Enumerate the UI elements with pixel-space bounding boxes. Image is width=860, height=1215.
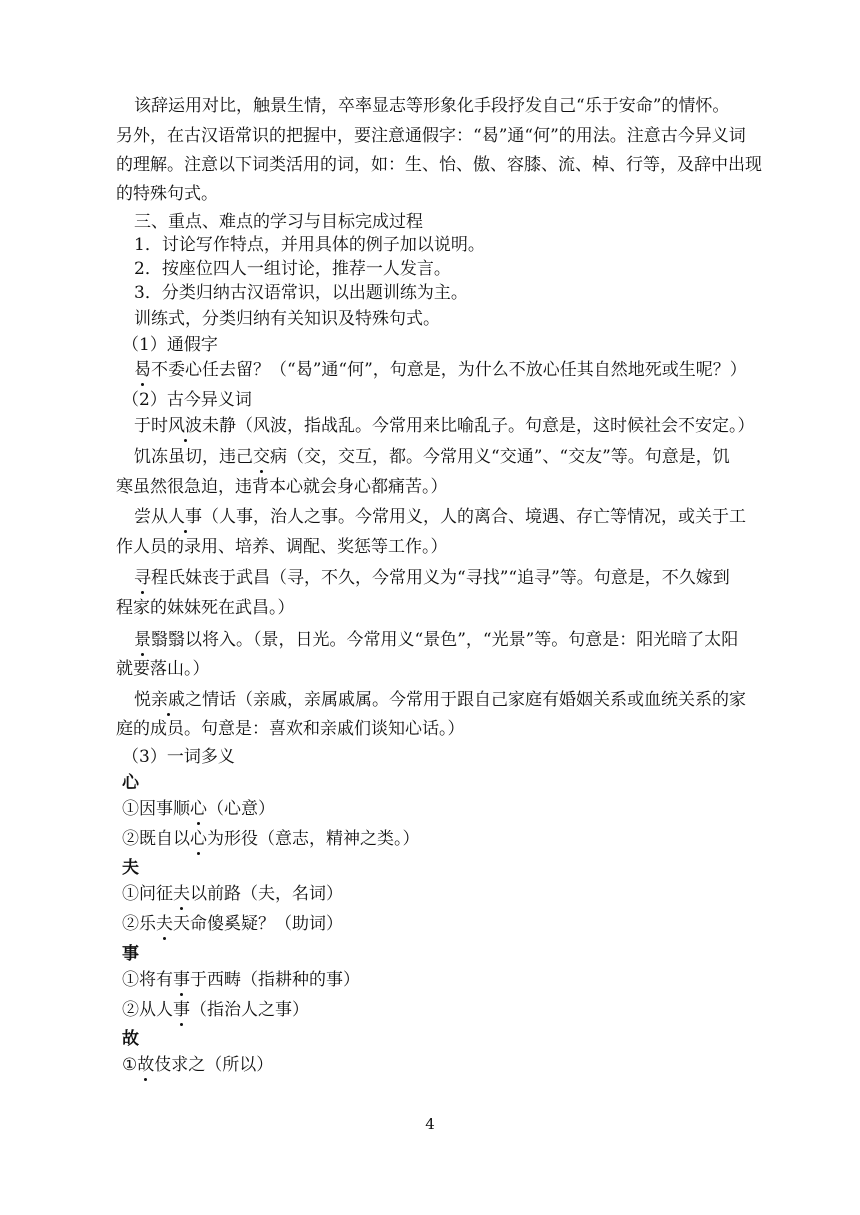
subsection-heading: （2）古今异义词 bbox=[122, 390, 252, 410]
emphasized-char: 寻 bbox=[134, 568, 151, 588]
emphasized-char: 景 bbox=[134, 630, 151, 650]
emphasized-char: 事 bbox=[173, 970, 190, 990]
paragraph-line: 训练式，分类归纳有关知识及特殊句式。 bbox=[134, 309, 440, 329]
paragraph-line: 另外，在古汉语常识的把握中，要注意通假字：“曷”通“何”的用法。注意古今异义词 bbox=[116, 126, 746, 146]
emphasized-char: 夫 bbox=[156, 914, 173, 934]
example-line: 尝从人事（人事，治人之事。今常用义，人的离合、境遇、存亡等情况，或关于工 bbox=[134, 507, 746, 527]
section-heading: 三、重点、难点的学习与目标完成过程 bbox=[134, 212, 423, 232]
example-line: 曷不委心任去留？（“曷”通“何”，句意是，为什么不放心任其自然地死或生呢？） bbox=[134, 360, 747, 380]
example-line: 悦亲戚之情话（亲戚，亲属戚属。今常用于跟自己家庭有婚姻关系或血统关系的家 bbox=[134, 690, 746, 710]
word-heading: 心 bbox=[122, 773, 139, 793]
paragraph-line: 该辞运用对比，触景生情，卒率显志等形象化手段抒发自己“乐于安命”的情怀。 bbox=[134, 96, 730, 116]
subsection-heading: （1）通假字 bbox=[122, 335, 218, 355]
sense-line: ②乐夫天命傻奚疑？（助词） bbox=[122, 914, 343, 934]
sense-line: ①故伎求之（所以） bbox=[122, 1055, 274, 1075]
sense-line: ①因事顺心（心意） bbox=[122, 799, 275, 819]
list-item: 1．讨论写作特点，并用具体的例子加以说明。 bbox=[134, 235, 485, 255]
emphasized-char: 事 bbox=[173, 1000, 190, 1020]
example-line: 饥冻虽切，违己交病（交，交互，都。今常用义“交通”、“交友”等。句意是，饥 bbox=[134, 447, 730, 467]
word-heading: 事 bbox=[122, 944, 139, 964]
example-line: 寻程氏妹丧于武昌（寻，不久，今常用义为“寻找”“追寻”等。句意是，不久嫁到 bbox=[134, 568, 730, 588]
paragraph-line: 的特殊句式。 bbox=[116, 184, 218, 204]
word-heading: 故 bbox=[122, 1029, 139, 1049]
emphasized-word: 人事 bbox=[168, 507, 202, 527]
sense-line: ②既自以心为形役（意志，精神之类。） bbox=[122, 829, 420, 849]
emphasized-char: 交 bbox=[253, 447, 270, 467]
sense-line: ①将有事于西畴（指耕种的事） bbox=[122, 970, 360, 990]
emphasized-word: 风波 bbox=[168, 416, 202, 436]
example-line: 寒虽然很急迫，违背本心就会身心都痛苦。） bbox=[116, 477, 448, 497]
emphasized-char: 心 bbox=[190, 829, 207, 849]
sense-line: ①问征夫以前路（夫，名词） bbox=[122, 884, 343, 904]
example-line: 于时风波未静（风波，指战乱。今常用来比喻乱子。句意是，这时候社会不安定。） bbox=[134, 416, 755, 436]
example-line: 就要落山。） bbox=[116, 659, 210, 679]
paragraph-line: 的理解。注意以下词类活用的词，如：生、怡、傲、容膝、流、棹、行等，及辞中出现 bbox=[116, 155, 762, 175]
emphasized-char: 心 bbox=[190, 799, 207, 819]
sense-line: ②从人事（指治人之事） bbox=[122, 1000, 309, 1020]
emphasized-word: 亲戚 bbox=[151, 690, 185, 710]
example-line: 庭的成员。句意是：喜欢和亲戚们谈知心话。） bbox=[116, 719, 465, 739]
list-item: 2．按座位四人一组讨论，推荐一人发言。 bbox=[134, 259, 451, 279]
example-line: 程家的妹妹死在武昌。） bbox=[116, 598, 295, 618]
word-heading: 夫 bbox=[122, 858, 139, 878]
emphasized-char: 故 bbox=[137, 1055, 155, 1075]
emphasized-char: 曷 bbox=[134, 360, 151, 380]
example-line: 作人员的录用、培养、调配、奖惩等工作。） bbox=[116, 537, 448, 557]
page-number: 4 bbox=[425, 1115, 435, 1133]
list-item: 3．分类归纳古汉语常识，以出题训练为主。 bbox=[134, 283, 468, 303]
emphasized-char: 夫 bbox=[173, 884, 190, 904]
example-line: 景翳翳以将入。（景，日光。今常用义“景色”，“光景”等。句意是：阳光暗了太阳 bbox=[134, 630, 739, 650]
subsection-heading: （3）一词多义 bbox=[122, 747, 235, 767]
